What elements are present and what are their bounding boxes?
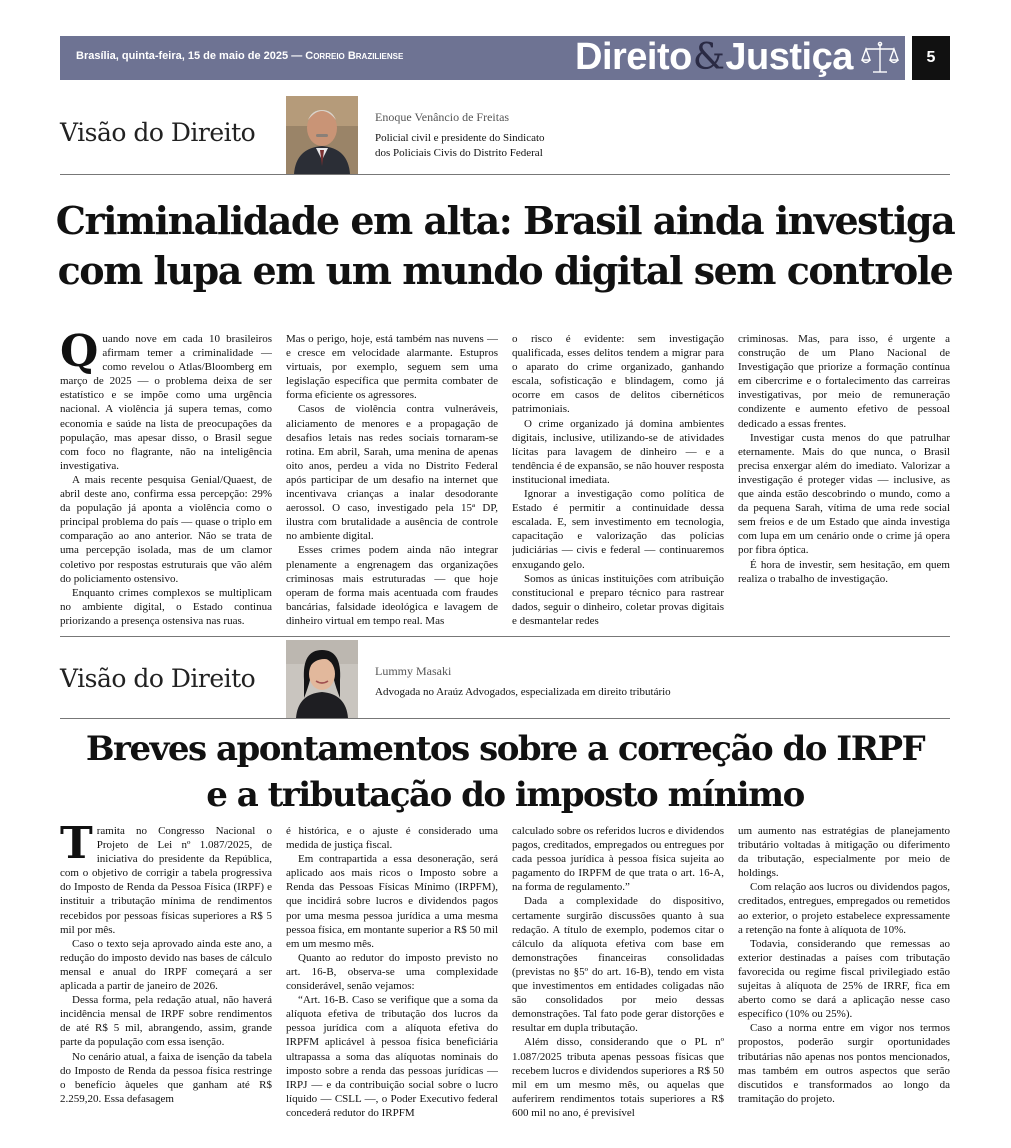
drop-cap: Q: [60, 332, 99, 377]
drop-cap: T: [60, 824, 93, 869]
author-role-line-1: Policial civil e presidente do Sindicato: [375, 132, 545, 144]
paragraph: Além disso, considerando que o PL nº 1.087/2025 tributa apenas pessoas físicas que recebem lucros e dividendos superiores a R$ 50 mil em um mesmo mês, ou aquelas que auferirem rendimentos totais superiores a R$ 600 mil no ano, é previsível: [512, 1036, 724, 1119]
paragraph: Somos as únicas instituições com atribuição constitucional e preparo técnico para rastrear dados, seguir o dinheiro, coletar provas digitais e desmantelar redes: [512, 572, 724, 627]
paragraph: É hora de investir, sem hesitação, em quem realiza o trabalho de investigação.: [738, 558, 950, 585]
column-3: [512, 824, 724, 1136]
article-1-body: [60, 332, 950, 628]
column-1: [60, 332, 272, 628]
paragraph: [60, 824, 272, 937]
paragraph: Caso a norma entre em vigor nos termos propostos, poderão surgir oportunidades tributárias não apenas nos pontos mencionados, mas também em outros aspectos que serão discutidos e transformados ao longo da tramitação do projeto.: [738, 1022, 950, 1105]
dateline: [76, 50, 403, 62]
scales-of-justice-icon: [860, 40, 900, 76]
column-2: [286, 332, 498, 628]
headline-line-2: e a tributação do imposto mínimo: [206, 775, 804, 815]
section-title-amp: &: [692, 36, 725, 78]
paragraph: “Art. 16-B. Caso se verifique que a soma da alíquota efetiva de tributação dos lucros da pessoa jurídica com a alíquota efetiva do IRPFM aplicável à pessoa física beneficiária ultrapassa a soma das alíquotas nominais do imposto sobre a renda das pessoas jurídicas — IRPJ — e da contribuição social sobre o lucro líquido — CSLL —, o Poder Executivo federal concederá redutor do IRPFM: [286, 994, 498, 1119]
paragraph: Quanto ao redutor do imposto previsto no art. 16-B, observa-se uma complexidade considerável, senão vejamos:: [286, 951, 498, 993]
author-portrait-icon: [286, 96, 358, 174]
article-1-header: [60, 96, 950, 176]
column-2: [286, 824, 498, 1136]
paragraph: Em contrapartida a essa desoneração, será aplicado aos mais ricos o Imposto sobre a Renda das Pessoas Físicas Mínimo (IRPFM), que incidirá sobre lucros e dividendos pagos por uma mesma pessoa jurídica a uma mesma pessoa física, em montante superior a R$ 50 mil em um mesmo mês.: [286, 853, 498, 950]
author-name: Enoque Venâncio de Freitas: [375, 110, 510, 124]
author-role-line-1: Advogada no Araúz Advogados, especializada em direito tributário: [375, 686, 671, 698]
paragraph: um aumento nas estratégias de planejamento tributário voltadas à mitigação ou diferimento da tributação, especialmente por meio de holdings.: [738, 825, 950, 880]
author-name: Lummy Masaki: [375, 664, 452, 678]
author-photo: [286, 96, 358, 174]
column-3: [512, 332, 724, 628]
article-2-headline: [40, 726, 970, 818]
section-title: [575, 34, 853, 80]
paragraph: [60, 332, 272, 473]
paragraph: Dessa forma, pela redação atual, não haverá incidência mensal de IRPF sobre rendimentos de até R$ 5 mil, abrangendo, assim, grande parte da população com essa isenção.: [60, 994, 272, 1049]
article-1-headline: [40, 196, 970, 296]
headline-line-1: Criminalidade em alta: Brasil ainda investiga: [55, 198, 955, 243]
headline-line-1: Breves apontamentos sobre a correção do IRPF: [85, 729, 925, 769]
article-2-body: [60, 824, 950, 1136]
paragraph: Investigar custa menos do que patrulhar eternamente. Mais do que nunca, o Brasil precisa enxergar além do imediato. Valorizar a investigação é proteger vidas — inclusive, as que ainda estão descobrindo o mundo, como a da pequena Sarah, vítima de uma rede social sem freios e de um Estado que ainda investiga com lupa em um cenário onde o crime já opera por fibra óptica.: [738, 431, 950, 557]
paragraph: Dada a complexidade do dispositivo, certamente surgirão discussões quanto à sua redação. A título de exemplo, podemos citar o cálculo da alíquota efetiva com base em demonstrações financeiras consolidadas (previstas no §5º do art. 16-B), tendo em vista que investimentos em entidades coligadas não são consolidados por meio dessas demonstrações. Tal fato pode gerar distorções e resultar em dupla tributação.: [512, 895, 724, 1035]
author-photo: [286, 640, 358, 718]
paragraph: é histórica, e o ajuste é considerado uma medida de justiça fiscal.: [286, 825, 498, 852]
paragraph: Com relação aos lucros ou dividendos pagos, creditados, entregues, empregados ou remetidos ao exterior, o projeto estabelece expressamente a retenção na fonte à alíquota de 10%.: [738, 881, 950, 936]
column-1: [60, 824, 272, 1136]
section-title-a: Direito: [575, 35, 692, 78]
section-title-b: Justiça: [725, 35, 853, 78]
paragraph: Todavia, considerando que remessas ao exterior destinadas a países com tributação favorecida ou regime fiscal privilegiado estão sujeitas à alíquota de 25% de IRRF, fica em aberto como se dará a aplicação nesse caso específico (10% ou 25%).: [738, 937, 950, 1021]
paragraph: criminosas. Mas, para isso, é urgente a construção de um Plano Nacional de Investigação que priorize a formação contínua em cibercrime e o fortalecimento das carreiras investigativas, por meio de remuneração condizente e aumento efetivo de pessoal dedicado a essas frentes.: [738, 333, 950, 430]
paragraph: O crime organizado já domina ambientes digitais, inclusive, utilizando-se de atividades lícitas para lavagem de dinheiro — e a tendência é de expansão, se não houver resposta institucional imediata.: [512, 417, 724, 486]
paragraph: Ignorar a investigação como política de Estado é permitir a continuidade dessa escalada. E, sem investimento em tecnologia, capacitação e valorização das polícias judiciárias — civis e federal — continuaremos enxugando gelo.: [512, 488, 724, 571]
paragraph: A mais recente pesquisa Genial/Quaest, de abril deste ano, confirma essa percepção: 29% da população já aponta a violência como o principal problema do país — quase o triplo em comparação ao ano anterior. Não se trata de uma percepção isolada, mas de um clamor coletivo por respostas estruturais que vão além do policiamento ostensivo.: [60, 473, 272, 585]
section-label: Visão do Direito: [60, 664, 256, 693]
author-role-line-2: dos Policiais Civis do Distrito Federal: [375, 147, 543, 159]
masthead-band: [60, 36, 905, 80]
column-4: [738, 332, 950, 628]
paragraph: No cenário atual, a faixa de isenção da tabela do Imposto de Renda da pessoa física restringe o benefício àqueles que ganham até R$ 2.259,20. Essa defasagem: [60, 1050, 272, 1105]
article-2-header: [60, 640, 950, 720]
paragraph: Mas o perigo, hoje, está também nas nuvens — e cresce em velocidade alarmante. Estupros virtuais, por exemplo, seguem sem uma legislação específica que permita combater de forma eficiente os agressores.: [286, 333, 498, 402]
byline: [375, 110, 545, 161]
divider: [60, 636, 950, 637]
publication-name: Correio Braziliense: [305, 50, 404, 62]
paragraph: Enquanto crimes complexos se multiplicam no ambiente digital, o Estado continua priorizando a presença ostensiva nas ruas.: [60, 586, 272, 627]
masthead: [60, 36, 950, 80]
paragraph: calculado sobre os referidos lucros e dividendos pagos, creditados, empregados ou entregues por cada pessoa jurídica à pessoa física sujeita ao pagamento do IRPFM de que trata o art. 16-A, na forma de regulamento.”: [512, 825, 724, 894]
paragraph: Esses crimes podem ainda não integrar plenamente a engrenagem das organizações criminosas mais estruturadas — que hoje operam de forma mais acentuada com fraudes bancárias, falsidade ideológica e lavagem de dinheiro virtual em tempo real. Mas: [286, 544, 498, 627]
paragraph: Casos de violência contra vulneráveis, aliciamento de menores e a propagação de desafios letais nas redes sociais tornaram-se rotina. Em abril, Sarah, uma menina de apenas oito anos, perdeu a vida no Distrito Federal após participar de um desafio na internet que incentivava crianças a inalar desodorante aerossol. O caso, investigado pela 15ª DP, ilustra com brutalidade a ausência de controle no ambiente digital.: [286, 403, 498, 543]
column-4: [738, 824, 950, 1136]
byline: [375, 664, 671, 700]
paragraph: Caso o texto seja aprovado ainda este ano, a redução do imposto devido nas bases de cálculo mensal e anual do IRPF começará a ser aplicada a partir de janeiro de 2026.: [60, 937, 272, 993]
divider: [60, 718, 950, 719]
author-portrait-icon: [286, 640, 358, 718]
page-number: 5: [912, 36, 950, 80]
section-label: Visão do Direito: [60, 118, 256, 147]
headline-line-2: com lupa em um mundo digital sem controle: [57, 248, 953, 293]
paragraph: o risco é evidente: sem investigação qualificada, esses delitos tendem a migrar para o aparato do crime organizado, ganhando escala, sofisticação e blindagem, como já ocorre em casos de delitos cibernéticos patrimoniais.: [512, 333, 724, 416]
paragraph-text: uando nove em cada 10 brasileiros afirmam temer a criminalidade — como revelou o Atlas/Bloomberg em março de 2025 — o problema deixa de ser estatístico e se impõe como uma urgência nacional. A violência já supera temas, como economia e saúde na lista de preocupações da população, mas apesar disso, o Brasil segue com foco no flagrante, não na inteligência investigativa.: [60, 333, 272, 472]
paragraph-text: ramita no Congresso Nacional o Projeto de Lei nº 1.087/2025, de iniciativa do presidente da República, com o objetivo de corrigir a tabela progressiva do Imposto de Renda da Pessoa Física (IRPF) e instituir a tributação mínima de rendimentos recebidos por pessoas físicas superiores a R$ 5 mil por mês.: [60, 825, 272, 936]
dateline-text: Brasília, quinta-feira, 15 de maio de 2025 —: [76, 50, 303, 62]
divider: [60, 174, 950, 175]
